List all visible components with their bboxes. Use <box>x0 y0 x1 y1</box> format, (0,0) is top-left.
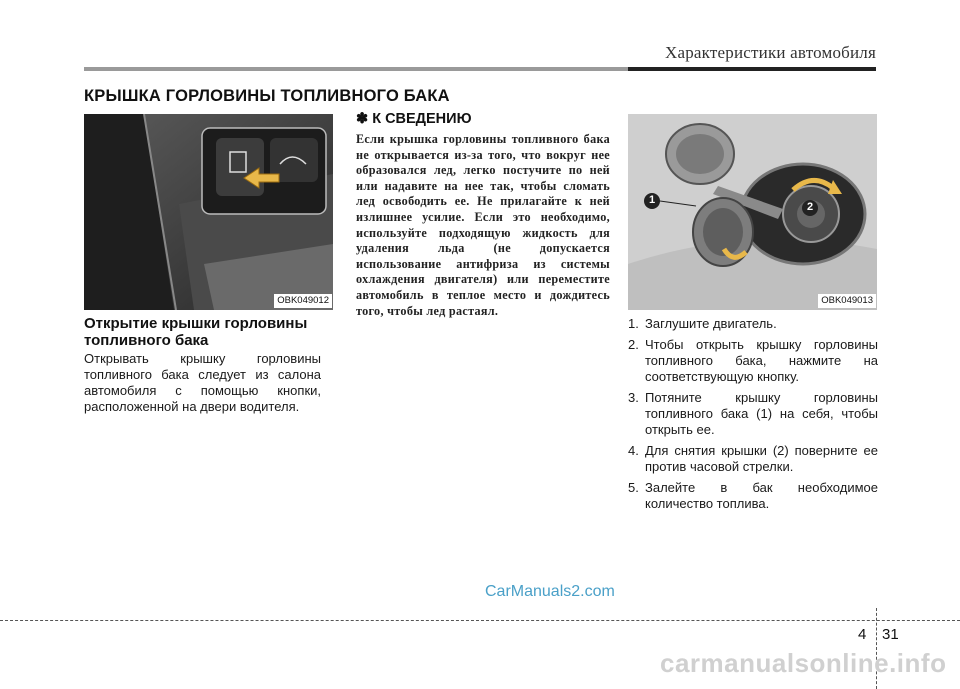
info-heading <box>356 111 472 127</box>
header-rule-accent <box>628 67 876 71</box>
list-item: 5. Залейте в бак необходимое количество топлива. <box>628 480 878 511</box>
photo-code-label: OBK049013 <box>818 294 876 308</box>
door-button-photo <box>84 114 333 310</box>
watermark-text: carmanualsonline.info <box>660 648 947 678</box>
asterisk-icon: ✽ <box>356 111 369 127</box>
section-title: КРЫШКА ГОРЛОВИНЫ ТОПЛИВНОГО БАКА <box>84 87 450 105</box>
callout-1: 1 <box>648 194 656 206</box>
page-header-title: Характеристики автомобиля <box>665 43 876 62</box>
list-item: 4. Для снятия крышки (2) поверните ее против часовой стрелки. <box>628 443 878 474</box>
left-paragraph: Открывать крышку горловины топливного бака следует из салона автомобиля с помощью кнопки, расположенной на двери водителя. <box>84 351 321 414</box>
list-item: 3. Потяните крышку горловины топливного бака (1) на себя, чтобы открыть ее. <box>628 390 878 437</box>
watermark-link[interactable]: CarManuals2.com <box>485 583 615 600</box>
list-item: 1. Заглушите двигатель. <box>628 316 777 331</box>
chapter-number: 4 <box>858 626 867 643</box>
callout-2: 2 <box>806 201 814 213</box>
footer-divider <box>0 620 960 621</box>
subheading-open-fuel-door: Открытие крышки горловины топливного бака <box>84 315 308 349</box>
photo-code-label: OBK049012 <box>274 294 332 308</box>
info-heading-label: К СВЕДЕНИЮ <box>372 111 472 127</box>
steps-list <box>628 316 878 517</box>
list-item: 2. Чтобы открыть крышку горловины топливного бака, нажмите на соответствующую кнопку. <box>628 337 878 384</box>
page-number: 31 <box>882 626 899 643</box>
fuel-cap-photo <box>628 114 877 310</box>
info-text: Если крышка горловины топливного бака не открывается из-за того, что вокруг нее образовался лед, легко постучите по ней или надавите на нее так, чтобы сломать лед освободить ее. Не прилагайте к ней излишнее усилие. Если это необходимо, используйте подходящую жидкость для удаления льда (не допускается использование антифриза из системы охлаждения двигателя) или переместите автомобиль в теплое место и дождитесь того, чтобы лед растаял. <box>356 132 610 318</box>
